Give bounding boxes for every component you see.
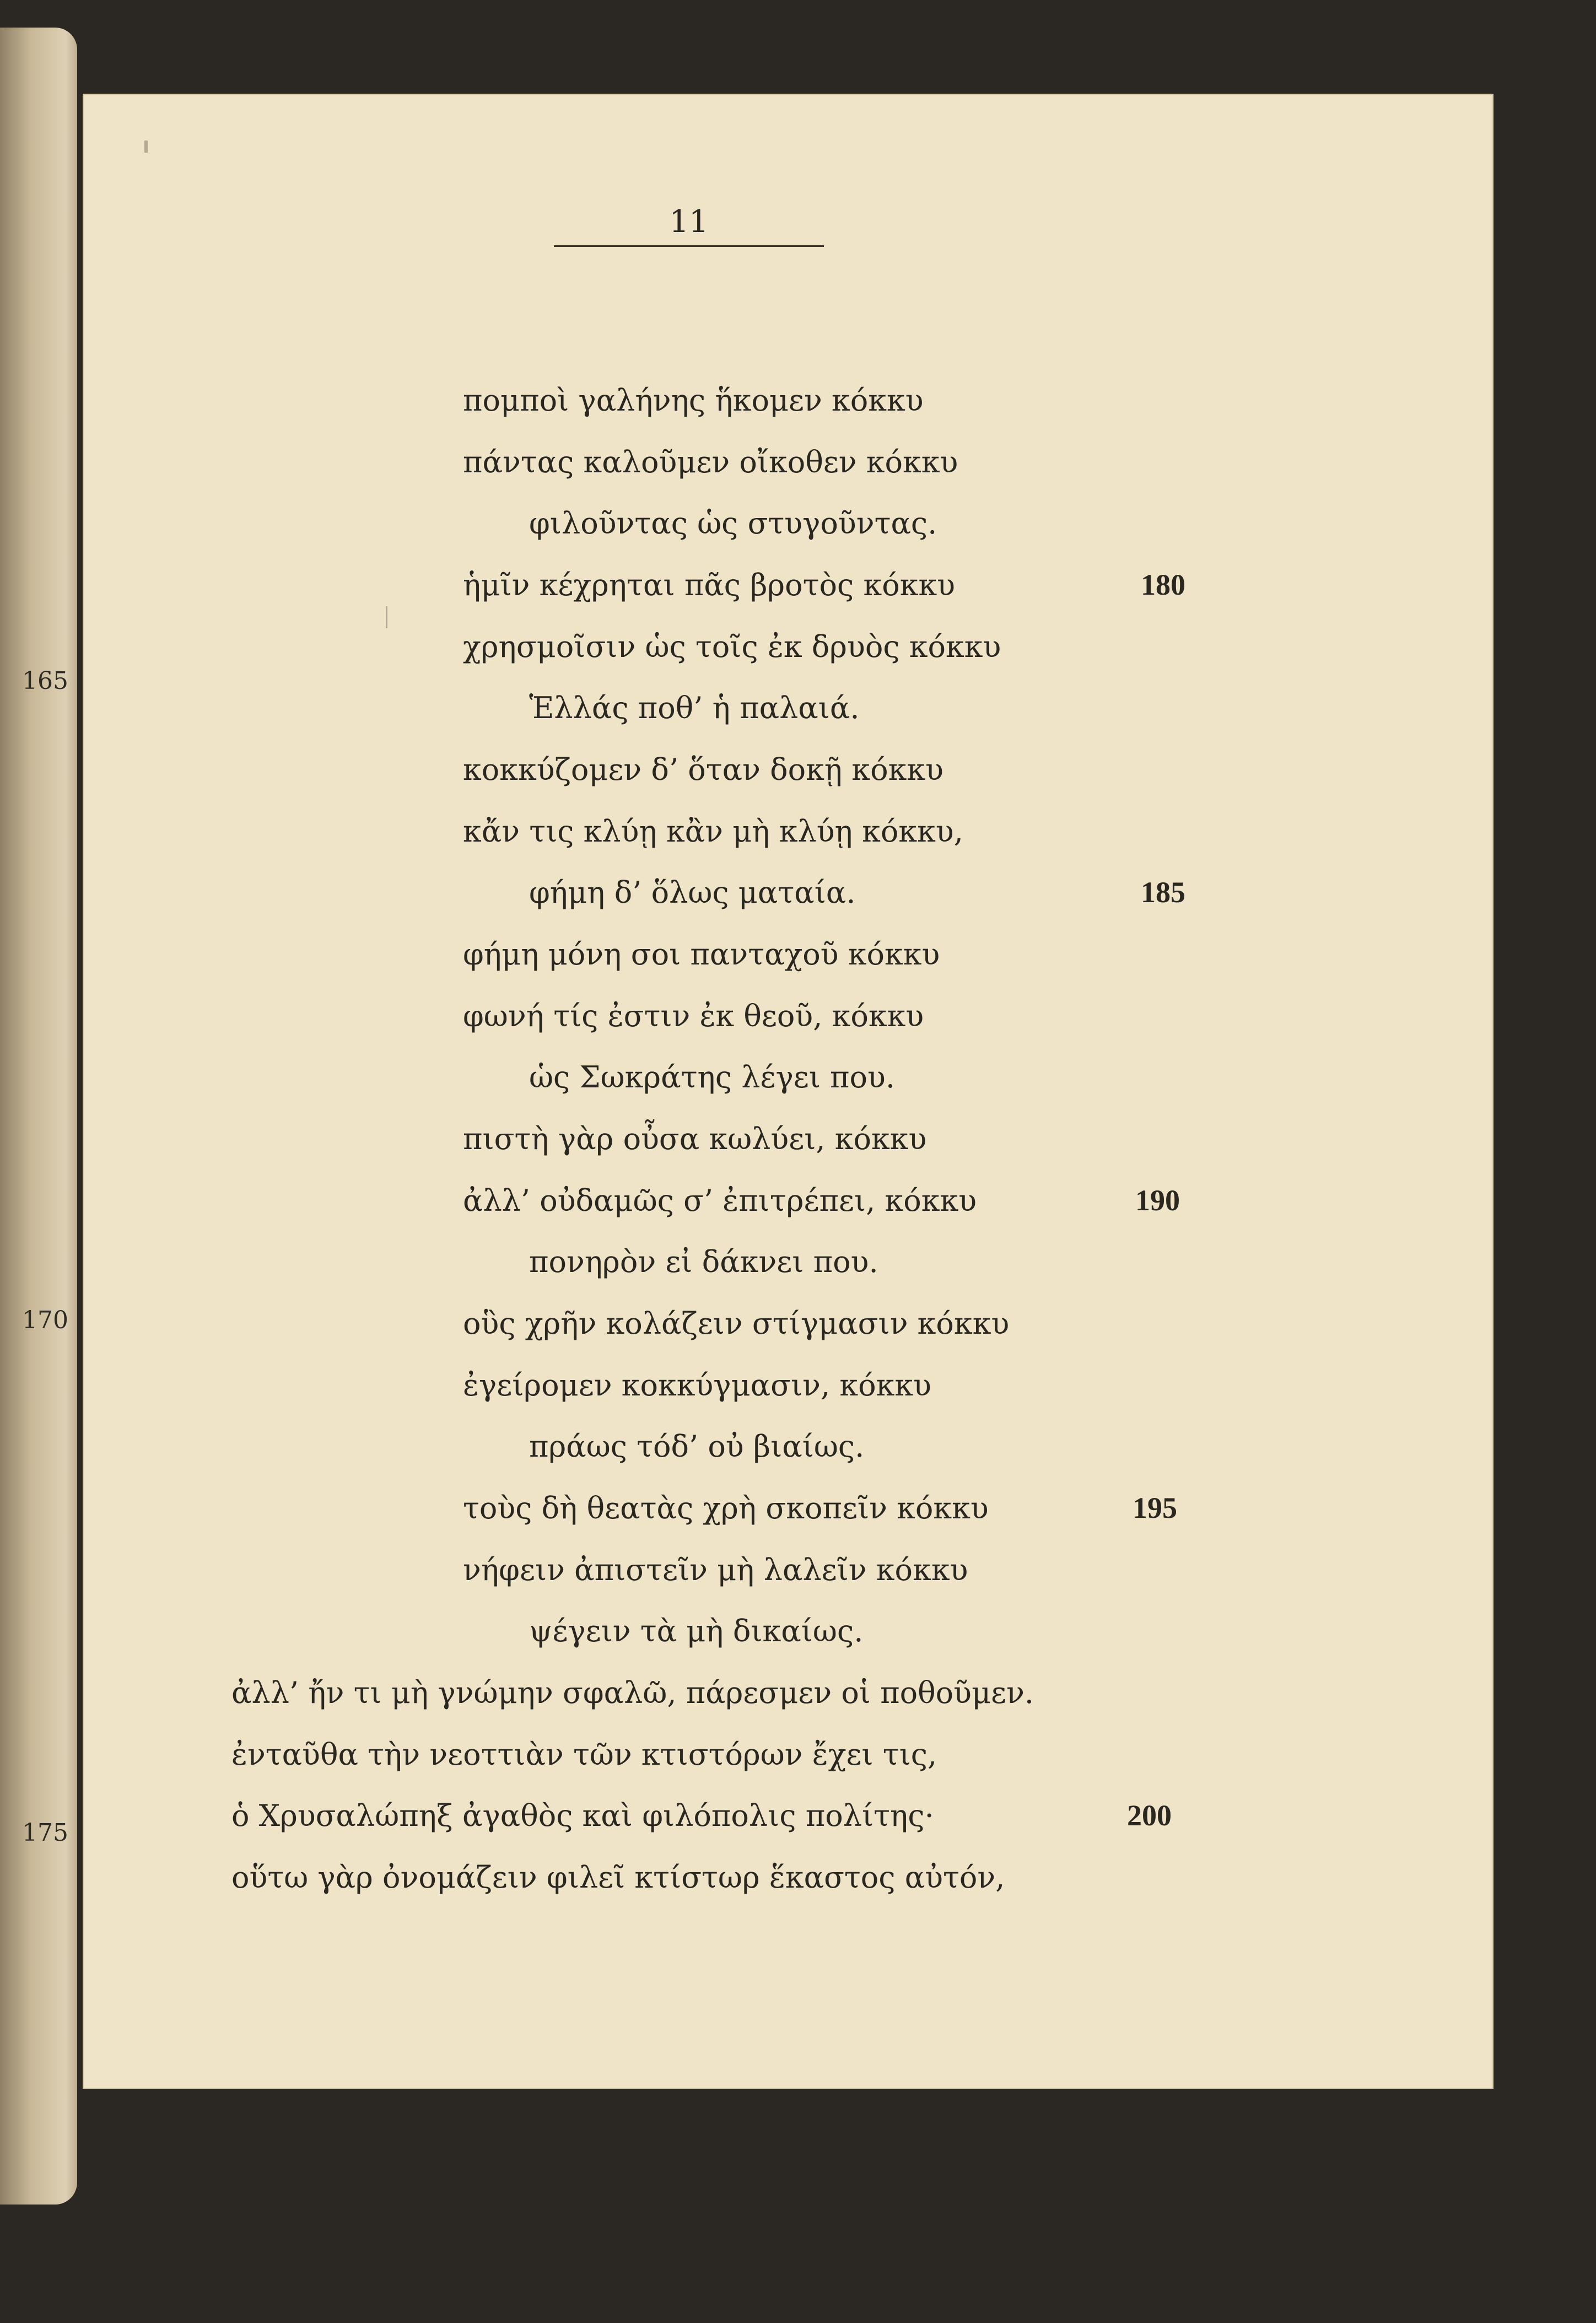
verse-line: ψέγειν τὰ μὴ δικαίως. <box>529 1614 864 1648</box>
verse-line: ἡμῖν κέχρηται πᾶς βροτὸς κόκκυ <box>463 568 956 602</box>
line-number: 185 <box>1141 876 1185 909</box>
verse-line: πιστὴ γὰρ οὖσα κωλύει, κόκκυ <box>463 1122 927 1156</box>
facing-page-line-number: 175 <box>22 1819 68 1847</box>
facing-page-edge <box>0 28 77 2205</box>
facing-page-line-number: 170 <box>22 1306 68 1334</box>
page-number: 11 <box>669 204 709 240</box>
verse-line: φήμη δ’ ὅλως ματαία. <box>529 875 856 910</box>
verse-line: φωνή τίς ἐστιν ἐκ θεοῦ, κόκκυ <box>463 999 924 1033</box>
verse-line: φιλοῦντας ὡς στυγοῦντας. <box>529 506 937 541</box>
verse-line: πονηρὸν εἰ δάκνει που. <box>529 1244 878 1279</box>
verse-line: ἐγείρομεν κοκκύγμασιν, κόκκυ <box>463 1368 931 1403</box>
line-number: 195 <box>1133 1491 1177 1524</box>
line-number: 190 <box>1135 1184 1180 1217</box>
verse-line: νήφειν ἀπιστεῖν μὴ λαλεῖν κόκκυ <box>463 1553 968 1587</box>
verse-line: κἄν τις κλύῃ κἂν μὴ κλύῃ κόκκυ, <box>463 814 963 849</box>
verse-line: ὡς Σωκράτης λέγει που. <box>529 1060 896 1095</box>
line-number: 180 <box>1141 568 1185 601</box>
verse-line: πομποὶ γαλήνης ἥκομεν κόκκυ <box>463 383 924 418</box>
verse-line: φήμη μόνη σοι πανταχοῦ κόκκυ <box>463 937 940 972</box>
verse-line: χρησμοῖσιν ὡς τοῖς ἐκ δρυὸς κόκκυ <box>463 629 1001 664</box>
paper-speck <box>144 141 148 153</box>
header-rule <box>554 245 824 247</box>
line-number: 200 <box>1127 1799 1172 1832</box>
paper-speck <box>386 606 387 628</box>
verse-line: τοὺς δὴ θεατὰς χρὴ σκοπεῖν κόκκυ <box>463 1491 989 1526</box>
facing-page-line-number: 165 <box>22 667 68 695</box>
verse-line: ἐνταῦθα τὴν νεοττιὰν τῶν κτιστόρων ἔχει τις, <box>231 1737 937 1772</box>
verse-line: ὁ Χρυσαλώπηξ ἀγαθὸς καὶ φιλόπολις πολίτης· <box>231 1798 934 1833</box>
verse-line: οὓς χρῆν κολάζειν στίγμασιν κόκκυ <box>463 1306 1010 1341</box>
verse-line: πράως τόδ’ οὐ βιαίως. <box>529 1429 865 1464</box>
verse-line: πάντας καλοῦμεν οἴκοθεν κόκκυ <box>463 445 958 479</box>
verse-line: κοκκύζομεν δ’ ὅταν δοκῇ κόκκυ <box>463 752 943 787</box>
verse-line: Ἑλλάς ποθ’ ἡ παλαιά. <box>529 691 860 725</box>
verse-line: οὕτω γὰρ ὀνομάζειν φιλεῖ κτίστωρ ἕκαστος αὐτόν, <box>231 1860 1005 1895</box>
verse-line: ἀλλ’ ἤν τι μὴ γνώμην σφαλῶ, πάρεσμεν οἱ ποθοῦμεν. <box>231 1675 1034 1710</box>
verse-line: ἀλλ’ οὐδαμῶς σ’ ἐπιτρέπει, κόκκυ <box>463 1183 977 1218</box>
